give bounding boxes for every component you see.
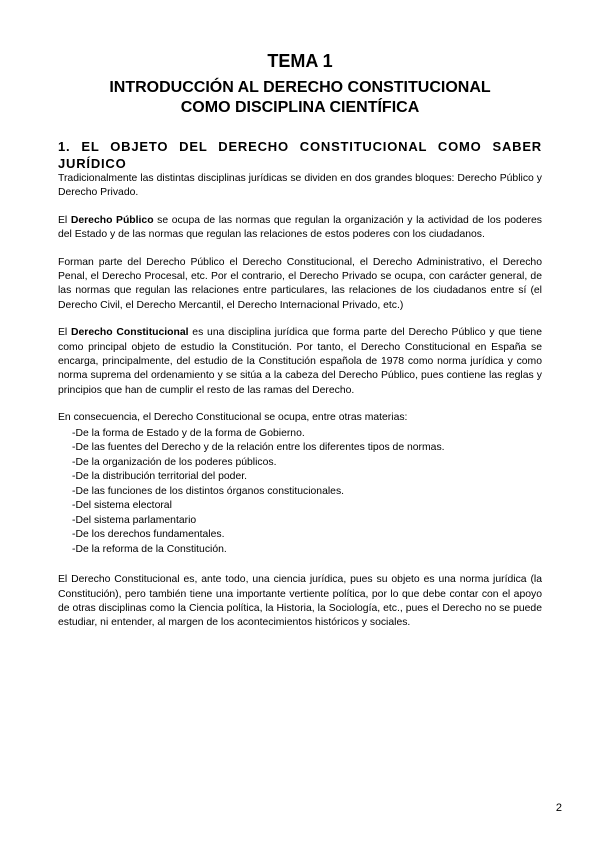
list-item: -De los derechos fundamentales. <box>72 529 225 541</box>
materias-list <box>58 427 542 558</box>
document-body <box>58 138 542 644</box>
document-title: TEMA 1 <box>267 51 333 71</box>
list-item: -De la reforma de la Constitución. <box>72 543 227 555</box>
list-item: -De la organización de los poderes públicos. <box>72 456 277 468</box>
list-item: -De la distribución territorial del poder. <box>72 471 247 483</box>
paragraph-1: Tradicionalmente las distintas disciplinas jurídicas se dividen en dos grandes bloques: Derecho Público y Derecho Privado. <box>58 173 542 199</box>
term-derecho-publico: Derecho Público <box>70 214 154 226</box>
list-item: -Del sistema parlamentario <box>72 514 197 526</box>
paragraph-4-prefix: El <box>58 327 72 339</box>
paragraph-6: El Derecho Constitucional es, ante todo, una ciencia jurídica, pues su objeto es una norma jurídica (la Constitución), pero también tiene una importante vertiente política, por lo que debe contar con el apoyo de otras disciplinas como la Ciencia política, la Historia, la Sociología, etc., pues el Derecho no se puede estudiar, ni entender, al margen de los acontecimientos históricos y sociales. <box>58 574 542 629</box>
paragraph-2 <box>58 214 542 243</box>
list-item: -De las fuentes del Derecho y de la relación entre los diferentes tipos de normas. <box>72 442 445 454</box>
section-heading: 1. EL OBJETO DEL DERECHO CONSTITUCIONAL COMO SABER JURÍDICO <box>58 139 542 171</box>
paragraph-2-text: se ocupa de las normas que regulan la organización y la actividad de los poderes del Estado y de las normas que regulan las relaciones de estos poderes con los ciudadanos. <box>58 214 542 241</box>
paragraph-2-prefix: El <box>58 214 71 226</box>
paragraph-5: En consecuencia, el Derecho Constitucional se ocupa, entre otras materias: <box>58 412 408 424</box>
list-item: -De la forma de Estado y de la forma de Gobierno. <box>72 427 305 439</box>
paragraph-3: Forman parte del Derecho Público el Derecho Constitucional, el Derecho Administrativo, el Derecho Penal, el Derecho Procesal, etc. Por el contrario, el Derecho Privado se ocupa, con carácter general, de las normas que regulan las relaciones entre particulares, las relaciones de los ciudadanos entre sí (el Derecho Civil, el Derecho Mercantil, el Derecho Internacional Privado, etc.) <box>58 256 542 311</box>
document-subtitle <box>0 78 600 118</box>
term-derecho-constitucional: Derecho Constitucional <box>71 327 189 339</box>
subtitle-line-2: COMO DISCIPLINA CIENTÍFICA <box>180 99 420 116</box>
page-number: 2 <box>555 802 562 814</box>
paragraph-4-text: es una disciplina jurídica que forma parte del Derecho Público y que tiene como principal objeto de estudio la Constitución. Por tanto, el Derecho Constitucional en España se encarga, principalmente, del estudio de la Constitución española de 1978 como norma jurídica y como norma suprema del ordenamiento y se sitúa a la cabeza del Derecho Público, pues contiene las reglas y principios que han de cumplir el resto de las ramas del Derecho. <box>58 327 542 396</box>
subtitle-line-1: INTRODUCCIÓN AL DERECHO CONSTITUCIONAL <box>109 79 491 96</box>
paragraph-4 <box>58 326 542 398</box>
list-item: -Del sistema electoral <box>72 500 172 512</box>
list-item: -De las funciones de los distintos órganos constitucionales. <box>72 485 345 497</box>
